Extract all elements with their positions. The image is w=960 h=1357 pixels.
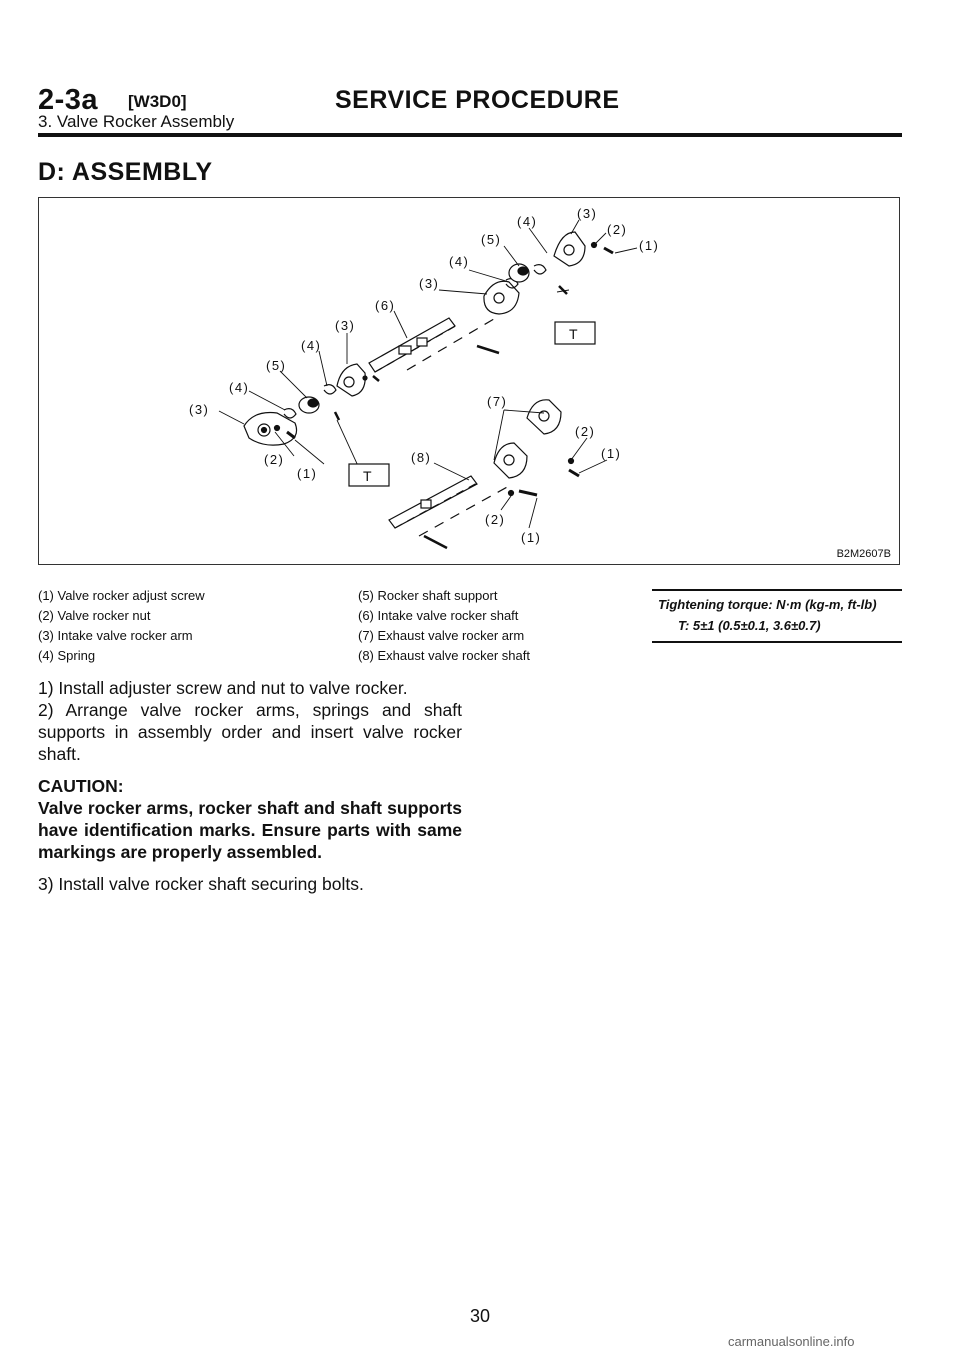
shaft-support-right (509, 264, 529, 282)
callout-nut-left: (2) (264, 452, 285, 467)
procedure-text (38, 677, 462, 895)
callout-support-left: (5) (266, 358, 287, 373)
intake-shaft (369, 316, 499, 372)
exploded-view-diagram (39, 198, 899, 564)
callout-spring-top: (4) (517, 214, 538, 229)
header-code: 2-3a (38, 84, 99, 116)
legend-item: (4) Spring (38, 648, 96, 663)
torque-value: T: 5±1 (0.5±0.1, 3.6±0.7) (678, 618, 821, 633)
spring-mid-left (324, 385, 336, 394)
header-rule (38, 133, 902, 137)
shaft-support-left (299, 397, 319, 413)
legend-item: (8) Exhaust valve rocker shaft (358, 648, 530, 663)
page-number: 30 (469, 1306, 491, 1326)
callout-screw-exhaust-right: (1) (601, 446, 622, 461)
step-2: 2) Arrange valve rocker arms, springs and shaft supports in assembly order and insert valve rocker shaft. (38, 700, 462, 764)
callout-intake-shaft: (6) (375, 298, 396, 313)
spring-left (284, 409, 296, 418)
tool-label-left: T (363, 468, 374, 484)
callout-screw-exhaust-lower: (1) (521, 530, 542, 545)
callout-nut-exhaust-right: (2) (575, 424, 596, 439)
callout-exhaust-shaft: (8) (411, 450, 432, 465)
callout-exhaust-rocker-arm: (7) (487, 394, 508, 409)
exhaust-rocker-arm-upper (527, 400, 579, 476)
torque-spec-box (652, 589, 902, 643)
callout-nut-top: (2) (607, 222, 628, 237)
intake-rocker-arm-top (554, 232, 585, 266)
callout-support-right: (5) (481, 232, 502, 247)
section-title: D: ASSEMBLY (38, 158, 213, 186)
callout-rocker-arm-mid: (3) (335, 318, 356, 333)
legend-item: (6) Intake valve rocker shaft (358, 608, 519, 623)
callout-spring-right: (4) (449, 254, 470, 269)
callout-rocker-arm-top: (3) (577, 206, 598, 221)
figure-id: B2M2607B (836, 548, 891, 560)
step-1: 1) Install adjuster screw and nut to valve rocker. (38, 678, 408, 698)
legend-item: (3) Intake valve rocker arm (38, 628, 193, 643)
header-section: 3. Valve Rocker Assembly (38, 112, 235, 131)
exhaust-rocker-arm-lower (494, 443, 537, 496)
shaft-bolts (335, 286, 567, 420)
screw-nut-top (592, 243, 614, 254)
callout-intake-rocker-arm-left: (3) (189, 402, 210, 417)
legend-item: (7) Exhaust valve rocker arm (358, 628, 525, 643)
callout-rocker-arm-center: (3) (419, 276, 440, 291)
legend-item: (2) Valve rocker nut (38, 608, 151, 623)
legend-column-1 (38, 586, 205, 666)
callout-nut-exhaust-lower: (2) (485, 512, 506, 527)
intake-rocker-arm-mid (337, 364, 365, 396)
spring-top (534, 265, 546, 274)
caution-heading: CAUTION: (38, 776, 124, 796)
intake-rocker-arm-center (484, 281, 519, 314)
torque-heading: Tightening torque: N·m (kg-m, ft-lb) (658, 597, 877, 612)
header-title: SERVICE PROCEDURE (335, 86, 620, 114)
callout-screw-left: (1) (297, 466, 318, 481)
leader-lines (219, 220, 637, 528)
watermark: carmanualsonline.info (728, 1334, 855, 1349)
header-subcode: [W3D0] (128, 92, 187, 111)
legend-item: (5) Rocker shaft support (358, 588, 498, 603)
legend-column-2 (358, 586, 530, 666)
step-3: 3) Install valve rocker shaft securing bolts. (38, 874, 364, 894)
callout-spring-left: (4) (229, 380, 250, 395)
callout-screw-top: (1) (639, 238, 660, 253)
legend-item: (1) Valve rocker adjust screw (38, 588, 205, 603)
caution-text: Valve rocker arms, rocker shaft and shaft supports have identification marks. Ensure parts with same markings are properly assembled. (38, 798, 462, 862)
assembly-figure (38, 197, 900, 565)
callout-spring-mid: (4) (301, 338, 322, 353)
tool-label-right: T (569, 326, 580, 342)
